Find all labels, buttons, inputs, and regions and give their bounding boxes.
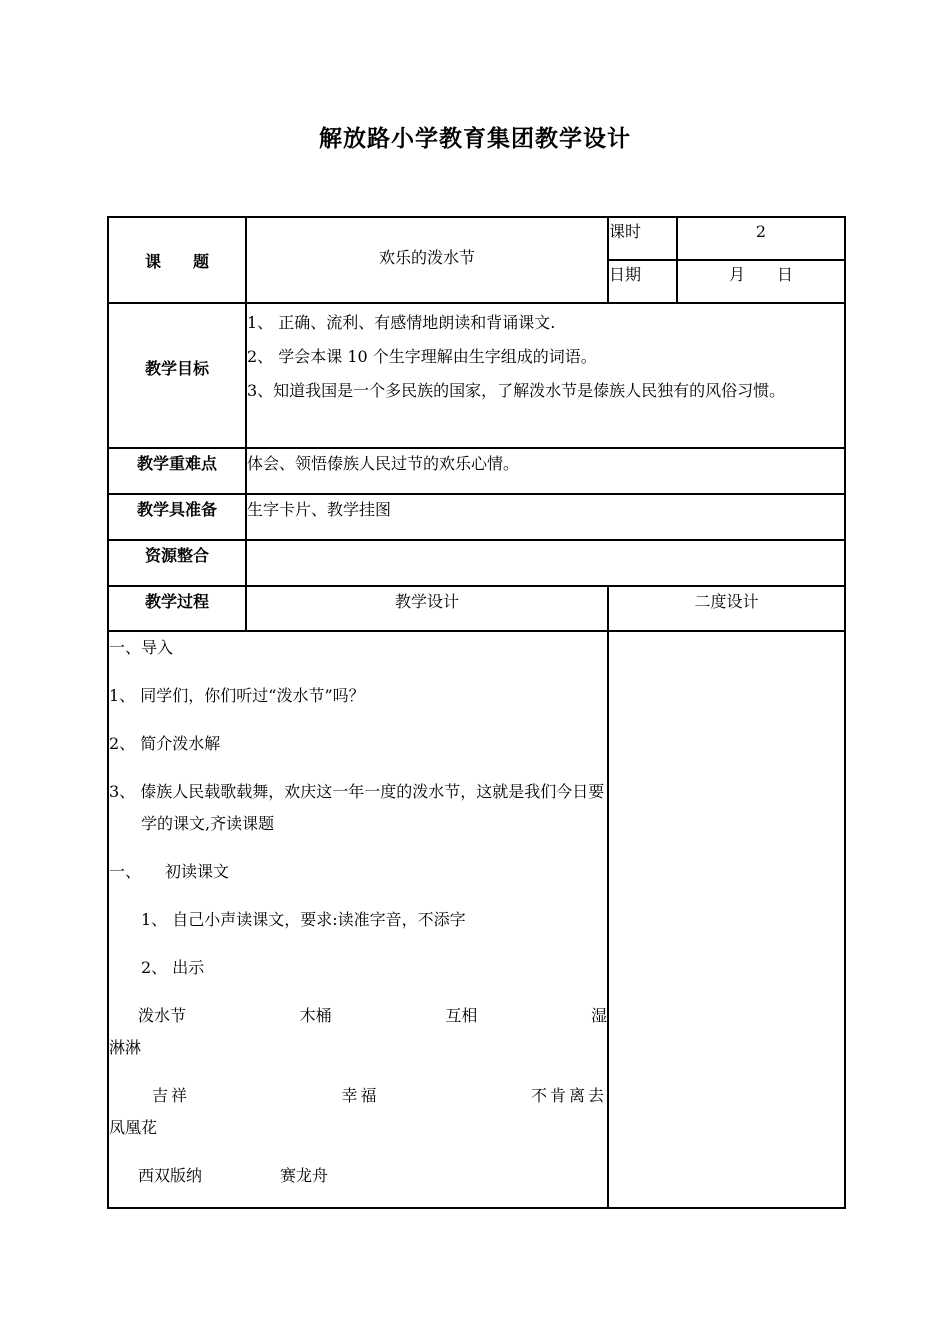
vocab-word-wrap: 淋淋 xyxy=(109,1038,142,1057)
vocab-word: 木桶 xyxy=(299,1006,332,1025)
vocab-word: 西双版纳 xyxy=(138,1166,203,1185)
lesson-plan-table xyxy=(107,216,846,1209)
process-label: 教学过程 xyxy=(108,586,246,631)
section-title: 一、导入 xyxy=(109,638,174,657)
materials-value: 生字卡片、教学挂图 xyxy=(246,494,845,540)
process-body-row xyxy=(108,631,845,1208)
period-label: 课时 xyxy=(608,217,677,260)
vocab-word: 赛龙舟 xyxy=(280,1166,329,1185)
list-item: 3、 傣族人民载歌载舞，欢庆这一年一度的泼水节，这就是我们今日要学的课文,齐读课题 xyxy=(109,782,605,833)
date-value: 月 日 xyxy=(677,260,845,303)
period-value: 2 xyxy=(677,217,845,260)
word-row xyxy=(109,1080,607,1112)
vocab-word: 互相 xyxy=(445,1006,478,1025)
document-title: 解放路小学教育集团教学设计 xyxy=(319,126,631,152)
word-row xyxy=(109,1160,607,1192)
goal-item: 1、 正确、流利、有感情地朗读和背诵课文. xyxy=(247,313,556,332)
key-points-label: 教学重难点 xyxy=(108,448,246,494)
section-title: 一、 初读课文 xyxy=(109,862,230,881)
topic-value: 欢乐的泼水节 xyxy=(246,217,608,303)
list-item: 1、 同学们，你们听过“泼水节”吗？ xyxy=(109,686,365,705)
topic-row xyxy=(108,217,845,260)
resources-label: 资源整合 xyxy=(108,540,246,586)
process-content xyxy=(108,631,608,1208)
list-item: 2、 出示 xyxy=(141,958,205,977)
vocab-word: 幸福 xyxy=(341,1086,380,1105)
key-points-value: 体会、领悟傣族人民过节的欢乐心情。 xyxy=(246,448,845,494)
goal-item: 3、知道我国是一个多民族的国家，了解泼水节是傣族人民独有的风俗习惯。 xyxy=(247,381,786,400)
vocab-word-wrap: 凤凰花 xyxy=(109,1118,158,1137)
vocab-word: 不肯离去 xyxy=(530,1086,607,1105)
vocab-word: 泼水节 xyxy=(138,1006,187,1025)
goal-item: 2、 学会本课 10 个生字理解由生字组成的词语。 xyxy=(247,347,597,366)
materials-label: 教学具准备 xyxy=(108,494,246,540)
word-row xyxy=(109,1000,607,1032)
resources-value xyxy=(246,540,845,586)
vocab-word: 湿 xyxy=(590,1006,607,1025)
second-design-header: 二度设计 xyxy=(608,586,845,631)
list-item: 1、 自己小声读课文，要求:读准字音，不添字 xyxy=(141,910,466,929)
list-item: 2、 简介泼水解 xyxy=(109,734,221,753)
process-header-row xyxy=(108,586,845,631)
key-points-row xyxy=(108,448,845,494)
topic-label: 课 题 xyxy=(108,217,246,303)
vocab-word: 吉祥 xyxy=(152,1086,191,1105)
resources-row xyxy=(108,540,845,586)
goals-label: 教学目标 xyxy=(108,303,246,448)
design-header: 教学设计 xyxy=(246,586,608,631)
materials-row xyxy=(108,494,845,540)
goals-row xyxy=(108,303,845,448)
second-design-content xyxy=(608,631,845,1208)
date-label: 日期 xyxy=(608,260,677,303)
goals-content xyxy=(246,303,845,448)
